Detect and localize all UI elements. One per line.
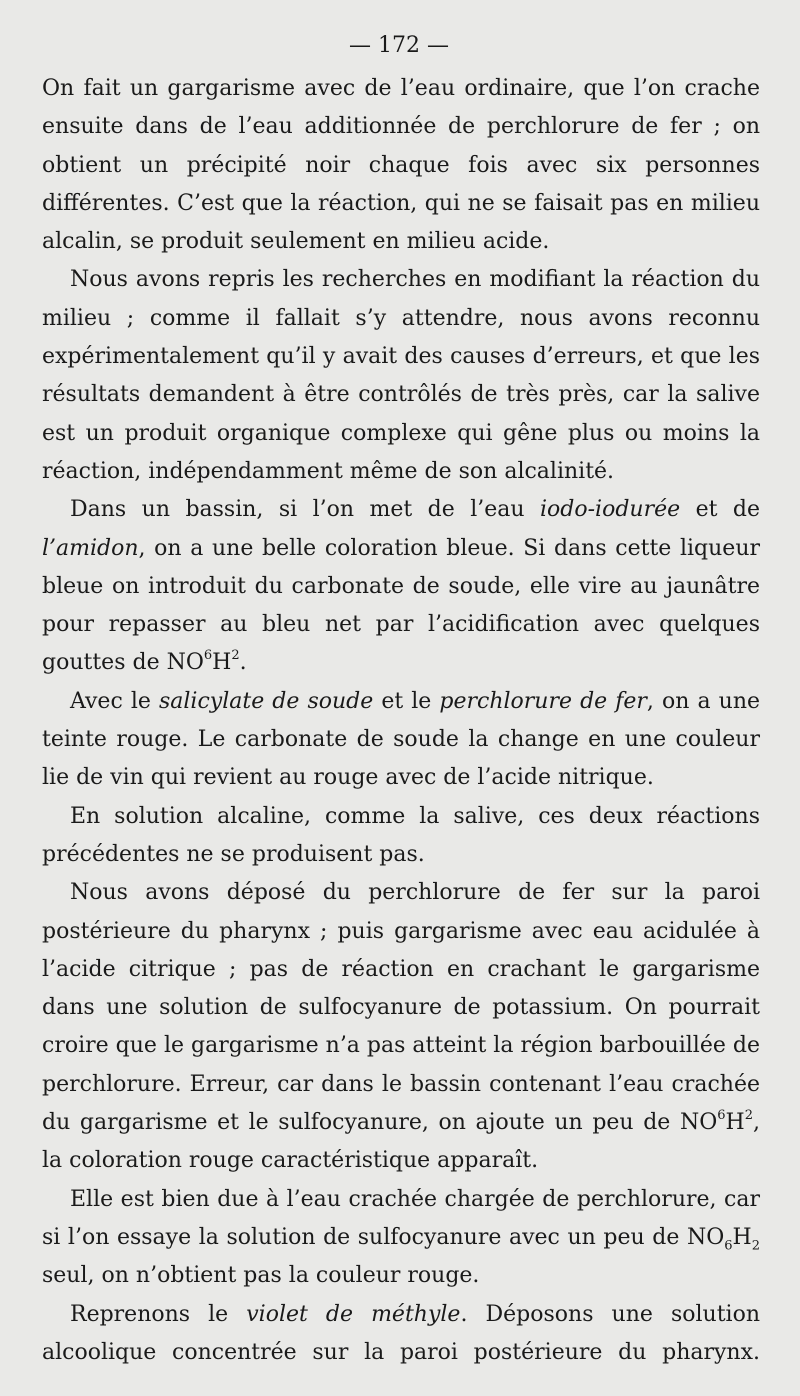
paragraph-1: On fait un gargarisme avec de l’eau ordinaire, que l’on crache ensuite dans de l’eau additionnée de perchlorure de fer ; on obtient un précipité noir chaque fois avec six personnes différentes. C’est que la réaction, qui ne se faisait pas en milieu alcalin, se produit seulement en milieu acide. (42, 76, 760, 255)
paragraph-6-text-b: , la coloration rouge caractéristique apparaît. (42, 1110, 760, 1174)
formula-part: NO (166, 650, 204, 676)
paragraph-4-text-c: , on a une teinte rouge. Le carbonate de soude la change en une couleur lie de vin qui revient au rouge avec de l’acide nitrique. (42, 688, 761, 791)
formula-part: H (732, 1224, 752, 1250)
body-text (42, 70, 760, 1372)
formula-superscript: 6 (203, 648, 213, 664)
paragraph-3-text-a: Dans un bassin, si l’on met de l’eau (70, 497, 541, 523)
paragraph-2: Nous avons repris les recherches en modifiant la réaction du milieu ; comme il fallait s’y attendre, nous avons reconnu expérimentalement qu’il y avait des causes d’erreurs, et que les résultats demandent à être contrôlés de très près, car la salive est un produit organique complexe qui gêne plus ou moins la réaction, indépendamment même de son alcalinité. (42, 267, 760, 484)
paragraph-3-text-b: et de (680, 497, 761, 523)
term-perchlorure: perchlorure de fer (439, 688, 647, 714)
formula-part: H (212, 650, 232, 676)
chemical-formula (167, 650, 240, 675)
paragraph-8-text-a: Reprenons le (70, 1301, 247, 1327)
paragraph-8-text-b: . Déposons une solution alcoolique concentrée sur la paroi postérieure du pharynx. (42, 1301, 760, 1365)
paragraph-6-text-a: Nous avons déposé du perchlorure de fer sur la paroi postérieure du pharynx ; puis gargarisme avec eau acidulée à l’acide citrique ; pas de réaction en crachant le gargarisme dans une solution de sulfocyanure de potassium. On pourrait croire que le gargarisme n’a pas atteint la région barbouillée de perchlorure. Erreur, car dans le bassin contenant l’eau crachée du gargarisme et le sulfocyanure, on ajoute un peu de (42, 880, 760, 1136)
chemical-formula (686, 1224, 760, 1254)
formula-superscript: 2 (231, 648, 240, 664)
paragraph-7 (42, 1181, 760, 1296)
paragraph-4-text-b: et le (373, 688, 440, 714)
paragraph-4-text-a: Avec le (70, 688, 159, 714)
formula-subscript: 6 (724, 1238, 733, 1254)
term-iodo-iodure: iodo-iodurée (540, 497, 681, 523)
paragraph-7-text-a: Elle est bien due à l’eau crachée chargée de perchlorure, car si l’on essaye la solution de sulfocyanure avec un peu de (42, 1186, 760, 1250)
term-amidon: l’amidon (42, 535, 139, 561)
paragraph-3 (42, 491, 760, 682)
page-number: — 172 — (349, 33, 449, 58)
formula-part: NO (686, 1224, 725, 1250)
formula-subscript: 2 (751, 1238, 760, 1254)
chemical-formula (679, 1107, 753, 1136)
formula-part: H (725, 1110, 745, 1136)
paragraph-7-text-b: seul, on n’obtient pas la couleur rouge. (42, 1263, 480, 1289)
paragraph-5: En solution alcaline, comme la salive, ces deux réactions précédentes ne se produisent pas. (42, 803, 760, 867)
formula-superscript: 6 (717, 1107, 726, 1123)
term-violet-de-methyle: violet de méthyle (246, 1301, 461, 1327)
term-salicylate: salicylate de soude (158, 688, 374, 714)
paragraph-4 (42, 683, 760, 798)
paragraph-3-text-c: , on a une belle coloration bleue. Si dans cette liqueur bleue on introduit du carbonate de soude, elle vire au jaunâtre pour repasser au bleu net par l’acidification avec quelques gouttes de (42, 535, 760, 676)
formula-part: NO (679, 1110, 718, 1136)
paragraph-3-end: . (239, 650, 247, 676)
formula-superscript: 2 (744, 1107, 753, 1123)
paragraph-8 (42, 1296, 760, 1373)
paragraph-6 (42, 874, 760, 1180)
